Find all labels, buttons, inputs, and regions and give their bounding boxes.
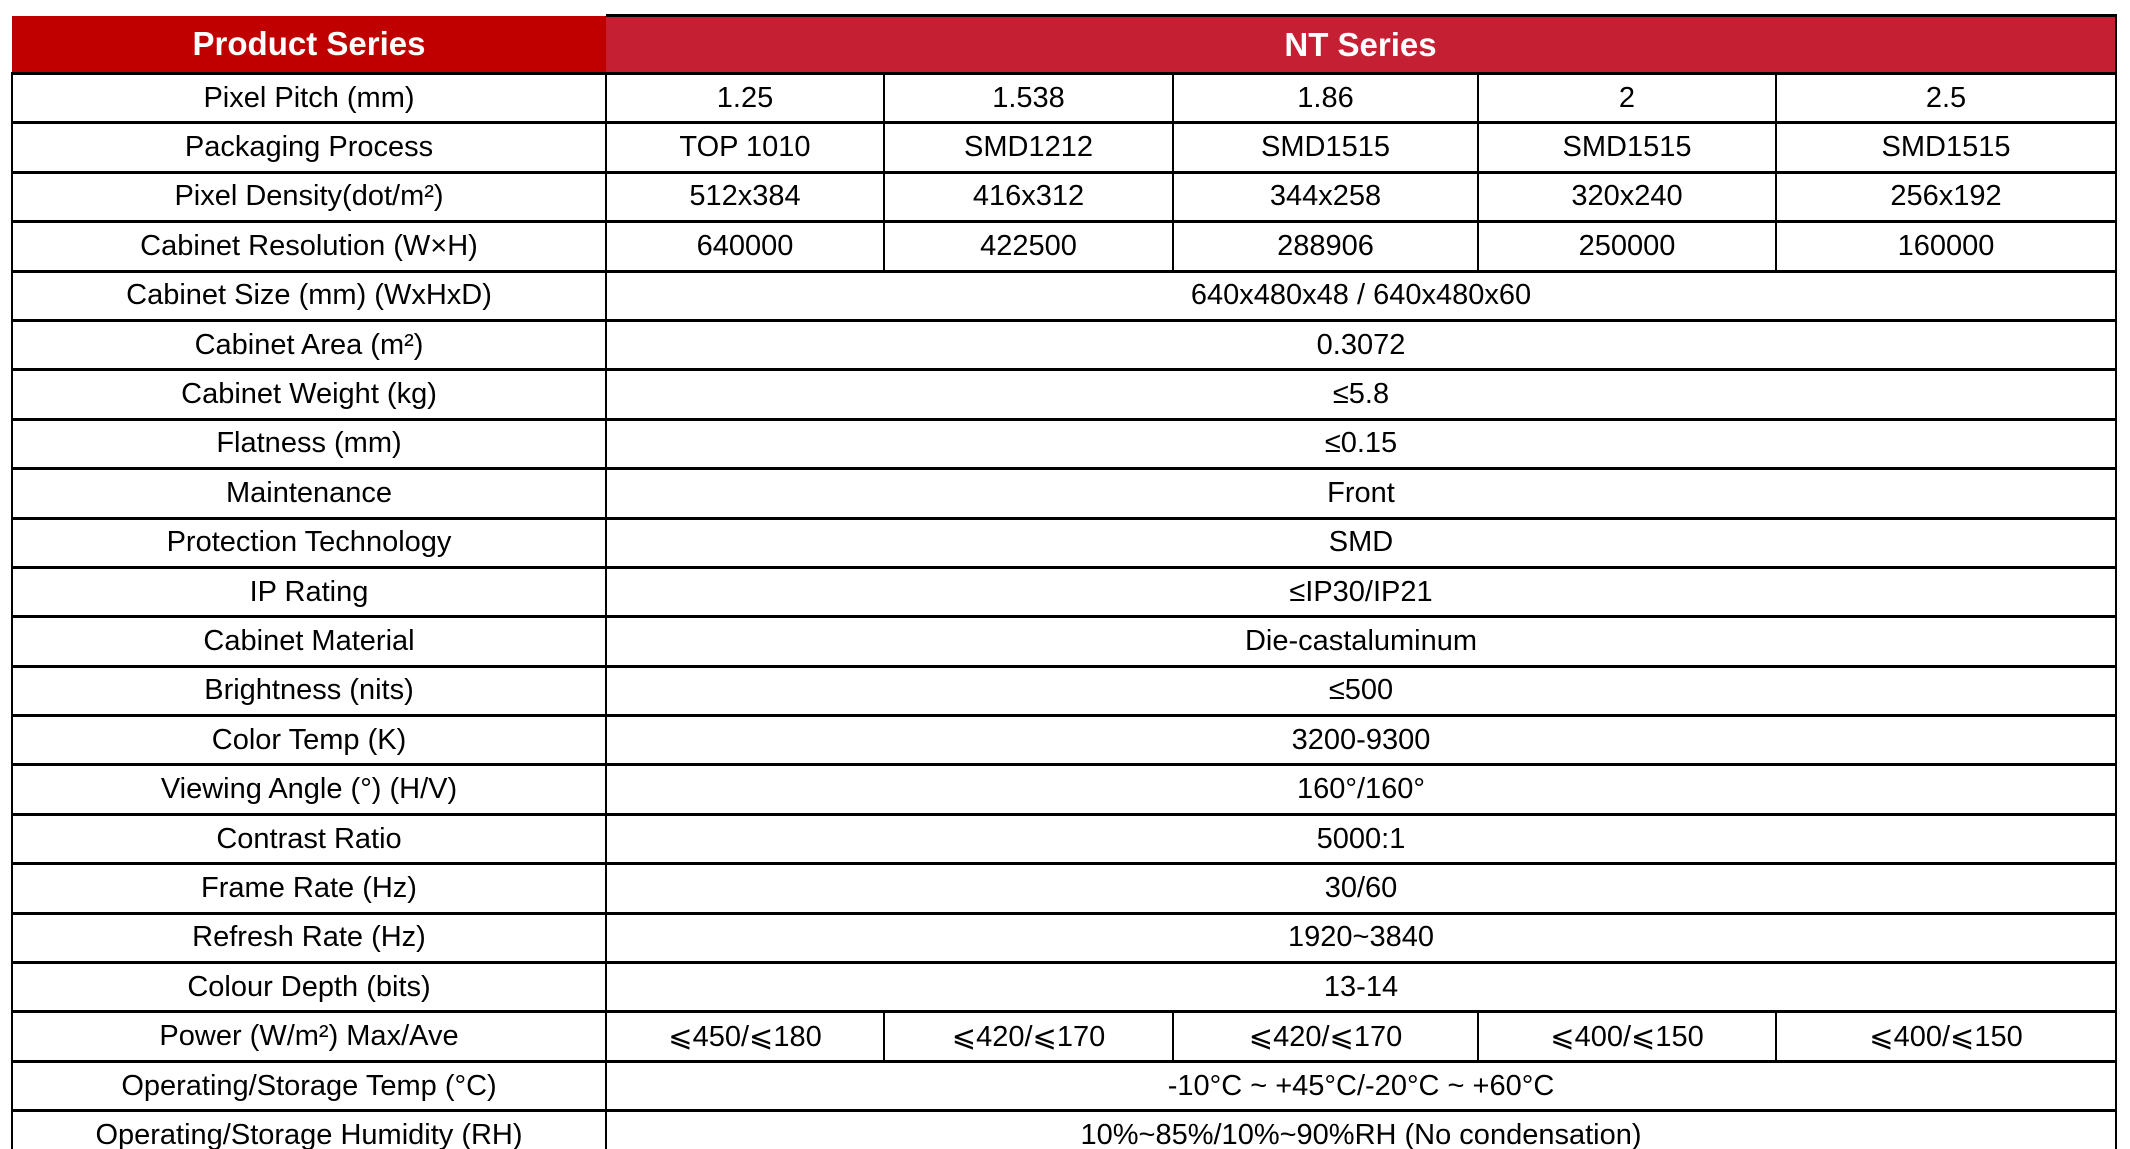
row-contrast-ratio: [12, 814, 2116, 863]
row-cabinet-resolution: [12, 222, 2116, 271]
row-operating-storage-temp: [12, 1061, 2116, 1110]
merged-value-cell: 30/60: [606, 864, 2116, 913]
row-brightness: [12, 666, 2116, 715]
row-label: Cabinet Size (mm) (WxHxD): [12, 271, 606, 320]
value-cell: SMD1515: [1776, 123, 2116, 172]
value-cell: 1.538: [884, 74, 1173, 123]
row-color-temp: [12, 716, 2116, 765]
row-label: Flatness (mm): [12, 419, 606, 468]
value-cell: SMD1212: [884, 123, 1173, 172]
row-frame-rate: [12, 864, 2116, 913]
row-operating-storage-humidity: [12, 1111, 2116, 1149]
row-label: Protection Technology: [12, 518, 606, 567]
value-cell: 1.25: [606, 74, 884, 123]
value-cell: 250000: [1478, 222, 1776, 271]
merged-value-cell: 0.3072: [606, 320, 2116, 369]
row-packaging-process: [12, 123, 2116, 172]
row-refresh-rate: [12, 913, 2116, 962]
merged-value-cell: -10°C ~ +45°C/-20°C ~ +60°C: [606, 1061, 2116, 1110]
row-label: Maintenance: [12, 469, 606, 518]
row-ip-rating: [12, 567, 2116, 616]
merged-value-cell: 640x480x48 / 640x480x60: [606, 271, 2116, 320]
nt-series-spec-table: [11, 14, 2117, 1149]
row-label: Cabinet Area (m²): [12, 320, 606, 369]
merged-value-cell: Front: [606, 469, 2116, 518]
value-cell: TOP 1010: [606, 123, 884, 172]
merged-value-cell: 160°/160°: [606, 765, 2116, 814]
row-flatness: [12, 419, 2116, 468]
row-pixel-density: [12, 172, 2116, 221]
merged-value-cell: 3200-9300: [606, 716, 2116, 765]
row-label: Packaging Process: [12, 123, 606, 172]
value-cell: ⩽420/⩽170: [1173, 1012, 1478, 1061]
row-cabinet-size: [12, 271, 2116, 320]
row-label: Pixel Density(dot/m²): [12, 172, 606, 221]
merged-value-cell: 5000:1: [606, 814, 2116, 863]
row-label: Cabinet Weight (kg): [12, 370, 606, 419]
product-series-header: Product Series: [12, 16, 606, 74]
value-cell: 288906: [1173, 222, 1478, 271]
row-label: Cabinet Resolution (W×H): [12, 222, 606, 271]
row-label: Brightness (nits): [12, 666, 606, 715]
merged-value-cell: 1920~3840: [606, 913, 2116, 962]
value-cell: 422500: [884, 222, 1173, 271]
merged-value-cell: ≤500: [606, 666, 2116, 715]
merged-value-cell: ≤IP30/IP21: [606, 567, 2116, 616]
value-cell: 256x192: [1776, 172, 2116, 221]
merged-value-cell: 10%~85%/10%~90%RH (No condensation): [606, 1111, 2116, 1149]
merged-value-cell: ≤5.8: [606, 370, 2116, 419]
row-label: Operating/Storage Temp (°C): [12, 1061, 606, 1110]
row-label: Contrast Ratio: [12, 814, 606, 863]
row-label: Frame Rate (Hz): [12, 864, 606, 913]
row-pixel-pitch: [12, 74, 2116, 123]
row-cabinet-area: [12, 320, 2116, 369]
value-cell: 512x384: [606, 172, 884, 221]
row-colour-depth: [12, 963, 2116, 1012]
value-cell: ⩽400/⩽150: [1776, 1012, 2116, 1061]
value-cell: 320x240: [1478, 172, 1776, 221]
value-cell: 416x312: [884, 172, 1173, 221]
row-label: Cabinet Material: [12, 617, 606, 666]
row-label: Refresh Rate (Hz): [12, 913, 606, 962]
value-cell: 2: [1478, 74, 1776, 123]
row-label: Colour Depth (bits): [12, 963, 606, 1012]
merged-value-cell: 13-14: [606, 963, 2116, 1012]
row-label: Power (W/m²) Max/Ave: [12, 1012, 606, 1061]
row-label: Viewing Angle (°) (H/V): [12, 765, 606, 814]
row-maintenance: [12, 469, 2116, 518]
row-label: Color Temp (K): [12, 716, 606, 765]
merged-value-cell: SMD: [606, 518, 2116, 567]
value-cell: 2.5: [1776, 74, 2116, 123]
series-name-header: NT Series: [606, 16, 2116, 74]
row-viewing-angle: [12, 765, 2116, 814]
merged-value-cell: Die-castaluminum: [606, 617, 2116, 666]
value-cell: ⩽420/⩽170: [884, 1012, 1173, 1061]
row-cabinet-material: [12, 617, 2116, 666]
row-power: [12, 1012, 2116, 1061]
value-cell: SMD1515: [1478, 123, 1776, 172]
value-cell: 1.86: [1173, 74, 1478, 123]
value-cell: 640000: [606, 222, 884, 271]
value-cell: SMD1515: [1173, 123, 1478, 172]
row-label: Operating/Storage Humidity (RH): [12, 1111, 606, 1149]
row-protection-technology: [12, 518, 2116, 567]
row-cabinet-weight: [12, 370, 2116, 419]
value-cell: ⩽450/⩽180: [606, 1012, 884, 1061]
header-row: [12, 16, 2116, 74]
merged-value-cell: ≤0.15: [606, 419, 2116, 468]
value-cell: 344x258: [1173, 172, 1478, 221]
row-label: IP Rating: [12, 567, 606, 616]
row-label: Pixel Pitch (mm): [12, 74, 606, 123]
value-cell: 160000: [1776, 222, 2116, 271]
value-cell: ⩽400/⩽150: [1478, 1012, 1776, 1061]
